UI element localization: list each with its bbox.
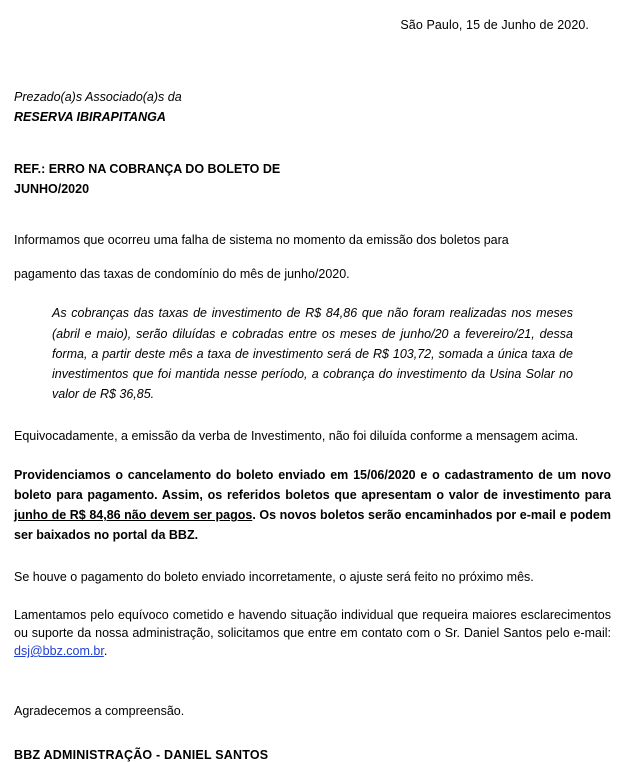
date-line: São Paulo, 15 de Junho de 2020.: [400, 18, 589, 32]
paragraph-1: Informamos que ocorreu uma falha de sistema no momento da emissão dos boletos para: [14, 233, 509, 247]
paragraph-2: pagamento das taxas de condomínio do mês de junho/2020.: [14, 267, 350, 282]
cancellation-notice-part1: Providenciamos o cancelamento do boleto enviado em 15/06/2020 e o cadastramento de um novo boleto para pagamento. Assim, os referidos boletos que apresentam o valor de investimento para: [14, 467, 611, 502]
cancellation-notice-underlined: junho de R$ 84,86 não devem ser pagos: [14, 508, 253, 523]
spacer: [14, 126, 611, 160]
organization-name: RESERVA IBIRAPITANGA: [14, 110, 166, 125]
signature-line: BBZ ADMINISTRAÇÃO - DANIEL SANTOS: [14, 748, 269, 762]
quoted-notice: As cobranças das taxas de investimento de R$ 84,86 que não foram realizadas nos meses (abril e maio), serão diluídas e cobradas entre os meses de junho/20 a fevereiro/21, dessa forma, a partir deste mês a taxa de investimento será de R$ 103,72, somada a única taxa de investimentos que foi mantida nesse período, a cobrança do investimento da Usina Solar no valor de R$ 36,85.: [52, 306, 573, 402]
paragraph-5-part1: Lamentamos pelo equívoco cometido e havendo situação individual que requeira maiores esclarecimentos ou suporte da nossa administração, solicitamos que entre em contato com o Sr. Daniel Santos pelo e-mail:: [14, 607, 611, 640]
cancellation-notice: [14, 465, 611, 546]
spacer: [14, 199, 611, 231]
greeting-block: [14, 88, 611, 126]
closing-line: Agradecemos a compreensão.: [14, 704, 185, 719]
email-link[interactable]: dsj@bbz.com.br: [14, 644, 104, 658]
reference-heading: REF.: ERRO NA COBRANÇA DO BOLETO DE JUNHO/2020: [14, 162, 281, 196]
cancellation-notice-part2: . Os novos boletos serão encaminhados por e-mail e podem ser baixados no portal da BBZ.: [14, 508, 611, 543]
paragraph-5-part2: .: [103, 644, 108, 658]
paragraph-3: Equivocadamente, a emissão da verba de Investimento, não foi diluída conforme a mensagem acima.: [14, 428, 579, 443]
paragraph-5: [14, 606, 611, 660]
paragraph-4: Se houve o pagamento do boleto enviado incorretamente, o ajuste será feito no próximo mês.: [14, 569, 534, 584]
greeting-line: Prezado(a)s Associado(a)s da: [14, 90, 182, 104]
spacer: [14, 676, 611, 702]
spacer: [14, 32, 611, 88]
